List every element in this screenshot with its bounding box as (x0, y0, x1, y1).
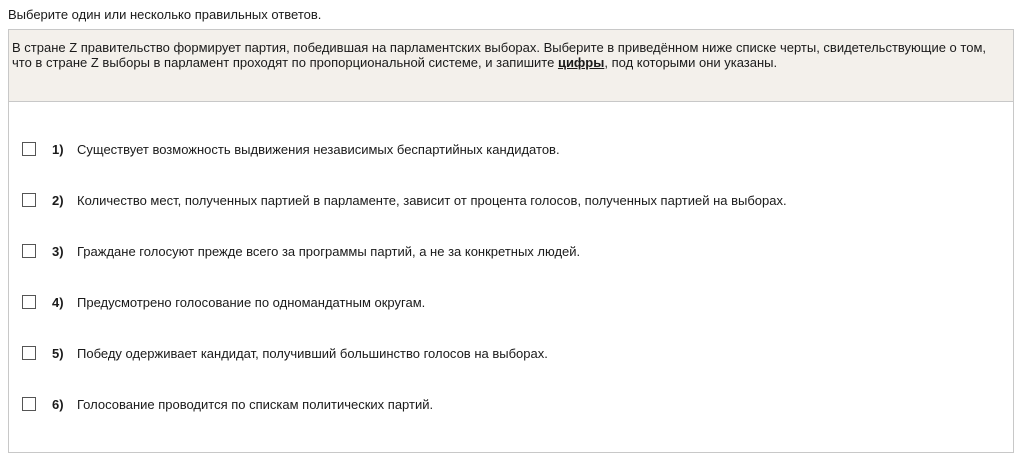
answer-option-2[interactable] (22, 190, 787, 210)
option-number-3: 3) (52, 243, 64, 259)
option-number-6: 6) (52, 396, 64, 412)
option-text-2: Количество мест, полученных партией в парламенте, зависит от процента голосов, полученных партией на выборах. (77, 192, 787, 208)
checkbox-3[interactable] (22, 244, 36, 258)
answer-option-4[interactable] (22, 292, 425, 312)
option-number-2: 2) (52, 192, 64, 208)
option-text-4: Предусмотрено голосование по одномандатным округам. (77, 294, 426, 310)
question-text-before: В стране Z правительство формирует партия, победившая на парламентских выборах. Выберите в приведённом ниже списке черты, свидетельствующие о том, что в стране Z выборы в парламент проходят по пропорциональной системе, и запишите (12, 40, 986, 70)
option-number-4: 4) (52, 294, 64, 310)
option-text-6: Голосование проводится по спискам политических партий. (77, 396, 434, 412)
checkbox-4[interactable] (22, 295, 36, 309)
answer-option-1[interactable] (22, 139, 560, 159)
question-emphasis: цифры (557, 55, 605, 70)
option-number-5: 5) (52, 345, 64, 361)
answer-option-3[interactable] (22, 241, 580, 261)
option-text-1: Существует возможность выдвижения независимых беспартийных кандидатов. (77, 141, 560, 157)
checkbox-5[interactable] (22, 346, 36, 360)
option-number-1: 1) (52, 141, 64, 157)
answer-option-6[interactable] (22, 394, 433, 414)
answer-option-5[interactable] (22, 343, 548, 363)
option-text-5: Победу одерживает кандидат, получивший большинство голосов на выборах. (77, 345, 548, 361)
task-frame (8, 29, 1014, 453)
question-text (9, 30, 1013, 102)
checkbox-2[interactable] (22, 193, 36, 207)
instruction-text: Выберите один или несколько правильных ответов. (8, 7, 322, 22)
checkbox-1[interactable] (22, 142, 36, 156)
option-text-3: Граждане голосуют прежде всего за программы партий, а не за конкретных людей. (77, 243, 581, 259)
checkbox-6[interactable] (22, 397, 36, 411)
question-text-after: , под которыми они указаны. (604, 55, 778, 70)
